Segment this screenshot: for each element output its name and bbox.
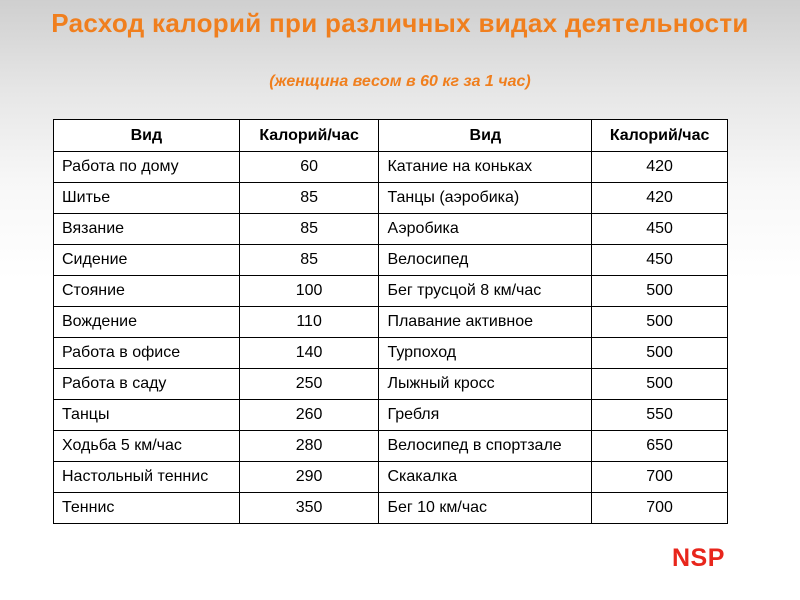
- activity-cell: Работа в саду: [54, 369, 240, 400]
- calories-cell: 700: [592, 462, 728, 493]
- activity-cell: Теннис: [54, 493, 240, 524]
- header-activity-left: Вид: [54, 120, 240, 152]
- activity-cell: Лыжный кросс: [379, 369, 592, 400]
- calories-cell: 140: [239, 338, 379, 369]
- calories-cell: 450: [592, 245, 728, 276]
- calories-cell: 290: [239, 462, 379, 493]
- page-title: Расход калорий при различных видах деятельности: [51, 8, 749, 38]
- activity-cell: Стояние: [54, 276, 240, 307]
- activity-cell: Катание на коньках: [379, 152, 592, 183]
- activity-cell: Сидение: [54, 245, 240, 276]
- activity-cell: Шитье: [54, 183, 240, 214]
- table-row: [54, 183, 728, 214]
- table-row: [54, 369, 728, 400]
- calories-cell: 350: [239, 493, 379, 524]
- table-row: [54, 462, 728, 493]
- page-subtitle: (женщина весом в 60 кг за 1 час): [269, 73, 531, 90]
- calories-cell: 100: [239, 276, 379, 307]
- calories-cell: 420: [592, 152, 728, 183]
- table-row: [54, 214, 728, 245]
- calories-cell: 60: [239, 152, 379, 183]
- table-header-row: [54, 120, 728, 152]
- activity-cell: Скакалка: [379, 462, 592, 493]
- table-row: [54, 493, 728, 524]
- calories-cell: 85: [239, 214, 379, 245]
- table-row: [54, 245, 728, 276]
- calories-cell: 700: [592, 493, 728, 524]
- activity-cell: Бег 10 км/час: [379, 493, 592, 524]
- calories-cell: 450: [592, 214, 728, 245]
- calories-cell: 280: [239, 431, 379, 462]
- calories-cell: 420: [592, 183, 728, 214]
- calories-cell: 650: [592, 431, 728, 462]
- activity-cell: Работа по дому: [54, 152, 240, 183]
- calories-cell: 250: [239, 369, 379, 400]
- activity-cell: Настольный теннис: [54, 462, 240, 493]
- activity-cell: Бег трусцой 8 км/час: [379, 276, 592, 307]
- activity-cell: Вязание: [54, 214, 240, 245]
- header-calories-left: Калорий/час: [239, 120, 379, 152]
- activity-cell: Вождение: [54, 307, 240, 338]
- nsp-logo: NSP: [672, 544, 725, 572]
- calories-cell: 110: [239, 307, 379, 338]
- table-row: [54, 152, 728, 183]
- header-activity-right: Вид: [379, 120, 592, 152]
- calories-cell: 500: [592, 307, 728, 338]
- activity-cell: Турпоход: [379, 338, 592, 369]
- calories-cell: 500: [592, 369, 728, 400]
- calories-cell: 85: [239, 245, 379, 276]
- calories-cell: 85: [239, 183, 379, 214]
- activity-cell: Работа в офисе: [54, 338, 240, 369]
- calorie-table: [53, 119, 728, 524]
- activity-cell: Танцы (аэробика): [379, 183, 592, 214]
- table-row: [54, 307, 728, 338]
- table-row: [54, 338, 728, 369]
- activity-cell: Плавание активное: [379, 307, 592, 338]
- table-row: [54, 400, 728, 431]
- activity-cell: Ходьба 5 км/час: [54, 431, 240, 462]
- activity-cell: Танцы: [54, 400, 240, 431]
- calories-cell: 550: [592, 400, 728, 431]
- calories-cell: 260: [239, 400, 379, 431]
- table-row: [54, 431, 728, 462]
- calories-cell: 500: [592, 338, 728, 369]
- activity-cell: Велосипед: [379, 245, 592, 276]
- activity-cell: Аэробика: [379, 214, 592, 245]
- header-calories-right: Калорий/час: [592, 120, 728, 152]
- table-row: [54, 276, 728, 307]
- activity-cell: Велосипед в спортзале: [379, 431, 592, 462]
- calories-cell: 500: [592, 276, 728, 307]
- activity-cell: Гребля: [379, 400, 592, 431]
